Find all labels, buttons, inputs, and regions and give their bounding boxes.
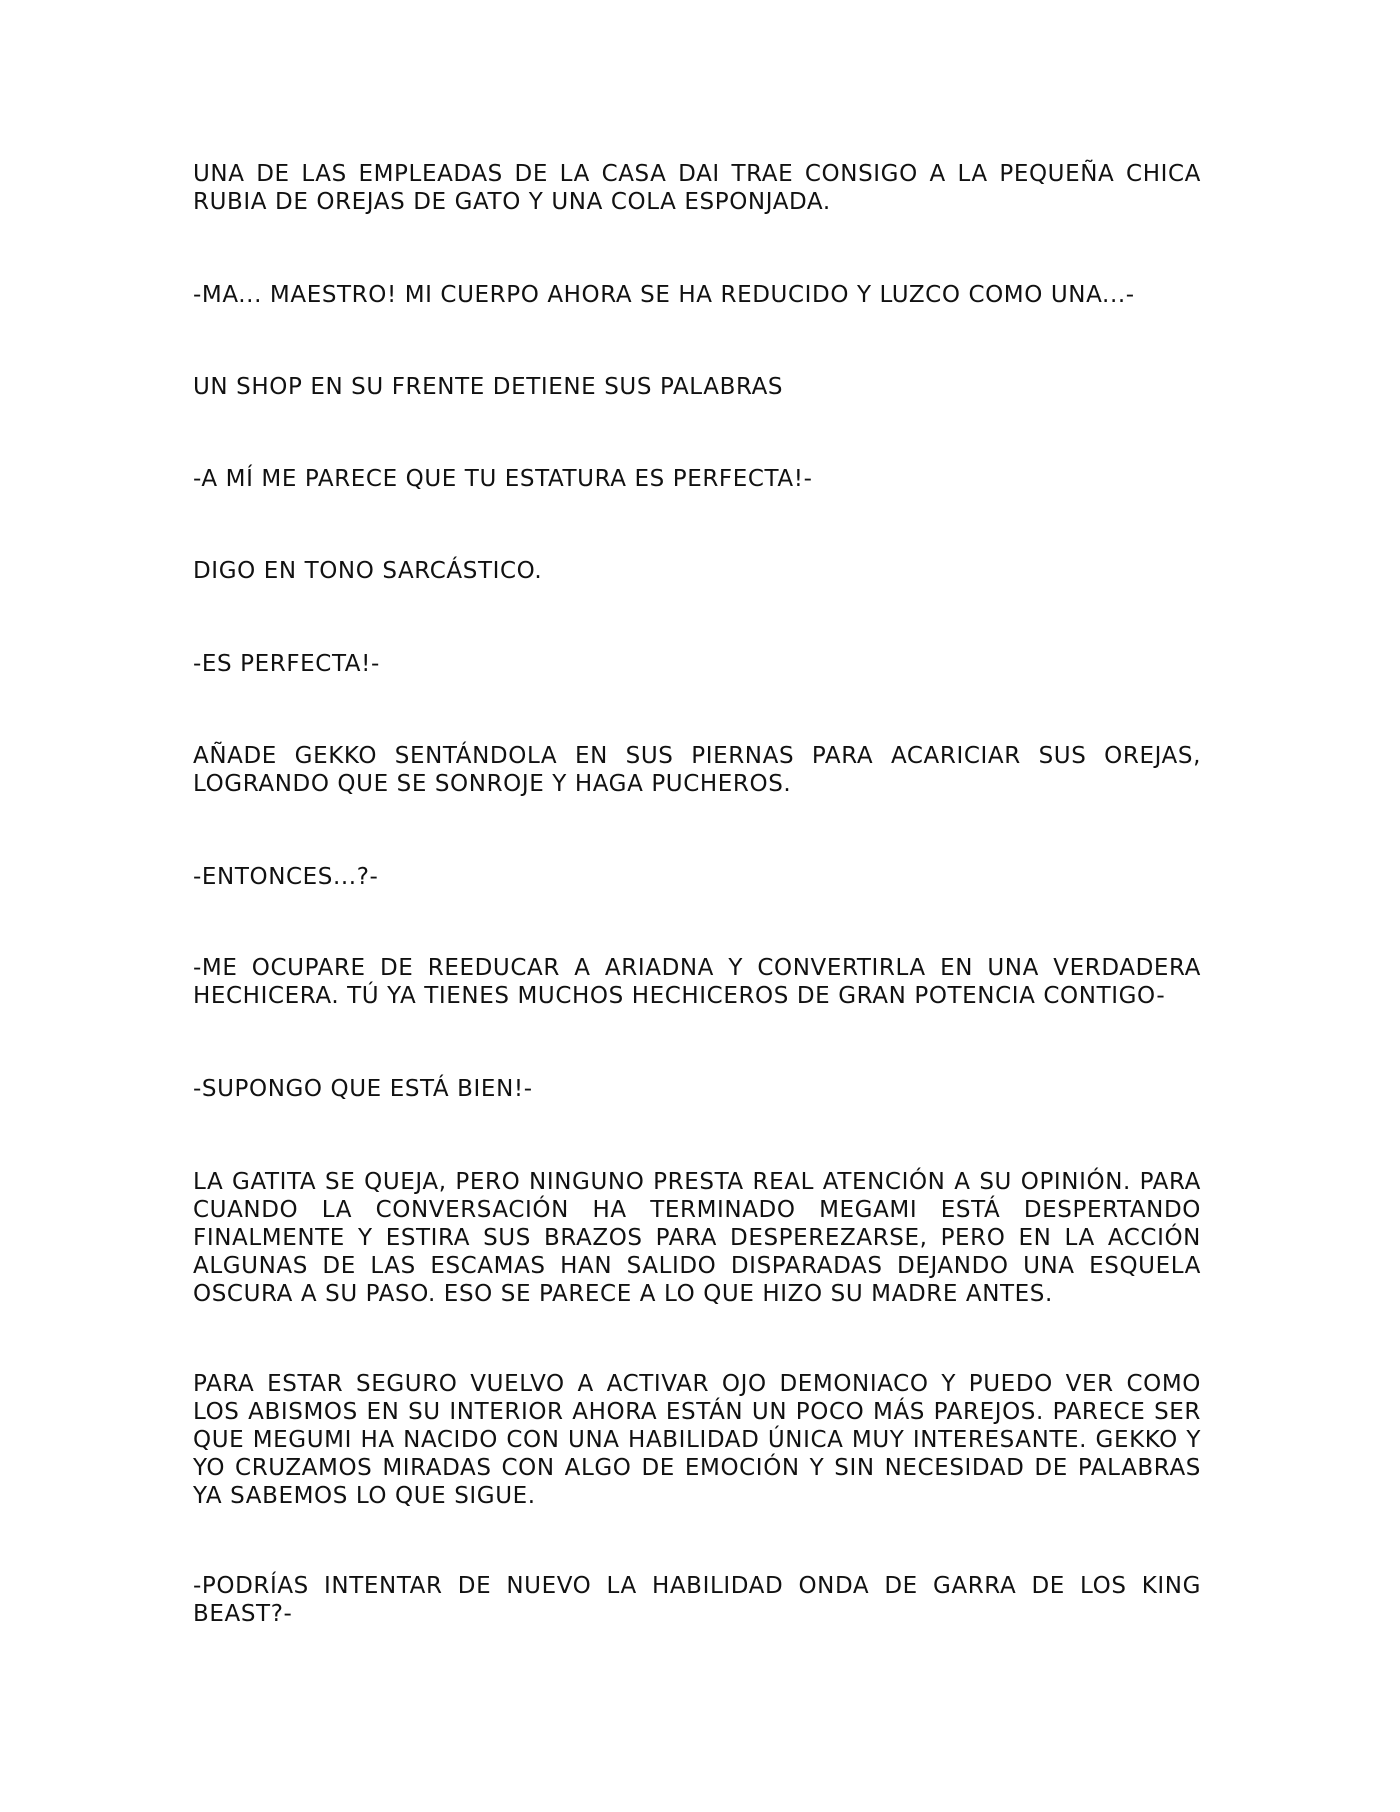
paragraph-7: AÑADE GEKKO SENTÁNDOLA EN SUS PIERNAS PARA ACARICIAR SUS OREJAS, LOGRANDO QUE SE SONROJE Y HAGA PUCHEROS. [193,743,1201,797]
paragraph-10: -SUPONGO QUE ESTÁ BIEN!- [193,1076,533,1102]
paragraph-4: -A MÍ ME PARECE QUE TU ESTATURA ES PERFECTA!- [193,466,813,492]
paragraph-8: -ENTONCES...?- [193,864,379,890]
paragraph-1: UNA DE LAS EMPLEADAS DE LA CASA DAI TRAE CONSIGO A LA PEQUEÑA CHICA RUBIA DE OREJAS DE GATO Y UNA COLA ESPONJADA. [193,161,1201,215]
paragraph-2: -MA... MAESTRO! MI CUERPO AHORA SE HA REDUCIDO Y LUZCO COMO UNA...- [193,282,1135,308]
paragraph-5: DIGO EN TONO SARCÁSTICO. [193,558,543,584]
paragraph-6: -ES PERFECTA!- [193,651,380,677]
paragraph-12: PARA ESTAR SEGURO VUELVO A ACTIVAR OJO DEMONIACO Y PUEDO VER COMO LOS ABISMOS EN SU INTERIOR AHORA ESTÁN UN POCO MÁS PAREJOS. PARECE SER QUE MEGUMI HA NACIDO CON UNA HABILIDAD ÚNICA MUY INTERESANTE. GEKKO Y YO CRUZAMOS MIRADAS CON ALGO DE EMOCIÓN Y SIN NECESIDAD DE PALABRAS YA SABEMOS LO QUE SIGUE. [193,1371,1201,1509]
paragraph-11: LA GATITA SE QUEJA, PERO NINGUNO PRESTA REAL ATENCIÓN A SU OPINIÓN. PARA CUANDO LA CONVERSACIÓN HA TERMINADO MEGAMI ESTÁ DESPERTANDO FINALMENTE Y ESTIRA SUS BRAZOS PARA DESPEREZARSE, PERO EN LA ACCIÓN ALGUNAS DE LAS ESCAMAS HAN SALIDO DISPARADAS DEJANDO UNA ESQUELA OSCURA A SU PASO. ESO SE PARECE A LO QUE HIZO SU MADRE ANTES. [193,1169,1201,1307]
paragraph-3: UN SHOP EN SU FRENTE DETIENE SUS PALABRAS [193,374,784,400]
paragraph-13: -PODRÍAS INTENTAR DE NUEVO LA HABILIDAD ONDA DE GARRA DE LOS KING BEAST?- [193,1573,1201,1627]
paragraph-9: -ME OCUPARE DE REEDUCAR A ARIADNA Y CONVERTIRLA EN UNA VERDADERA HECHICERA. TÚ YA TIENES MUCHOS HECHICEROS DE GRAN POTENCIA CONTIGO- [193,955,1201,1009]
